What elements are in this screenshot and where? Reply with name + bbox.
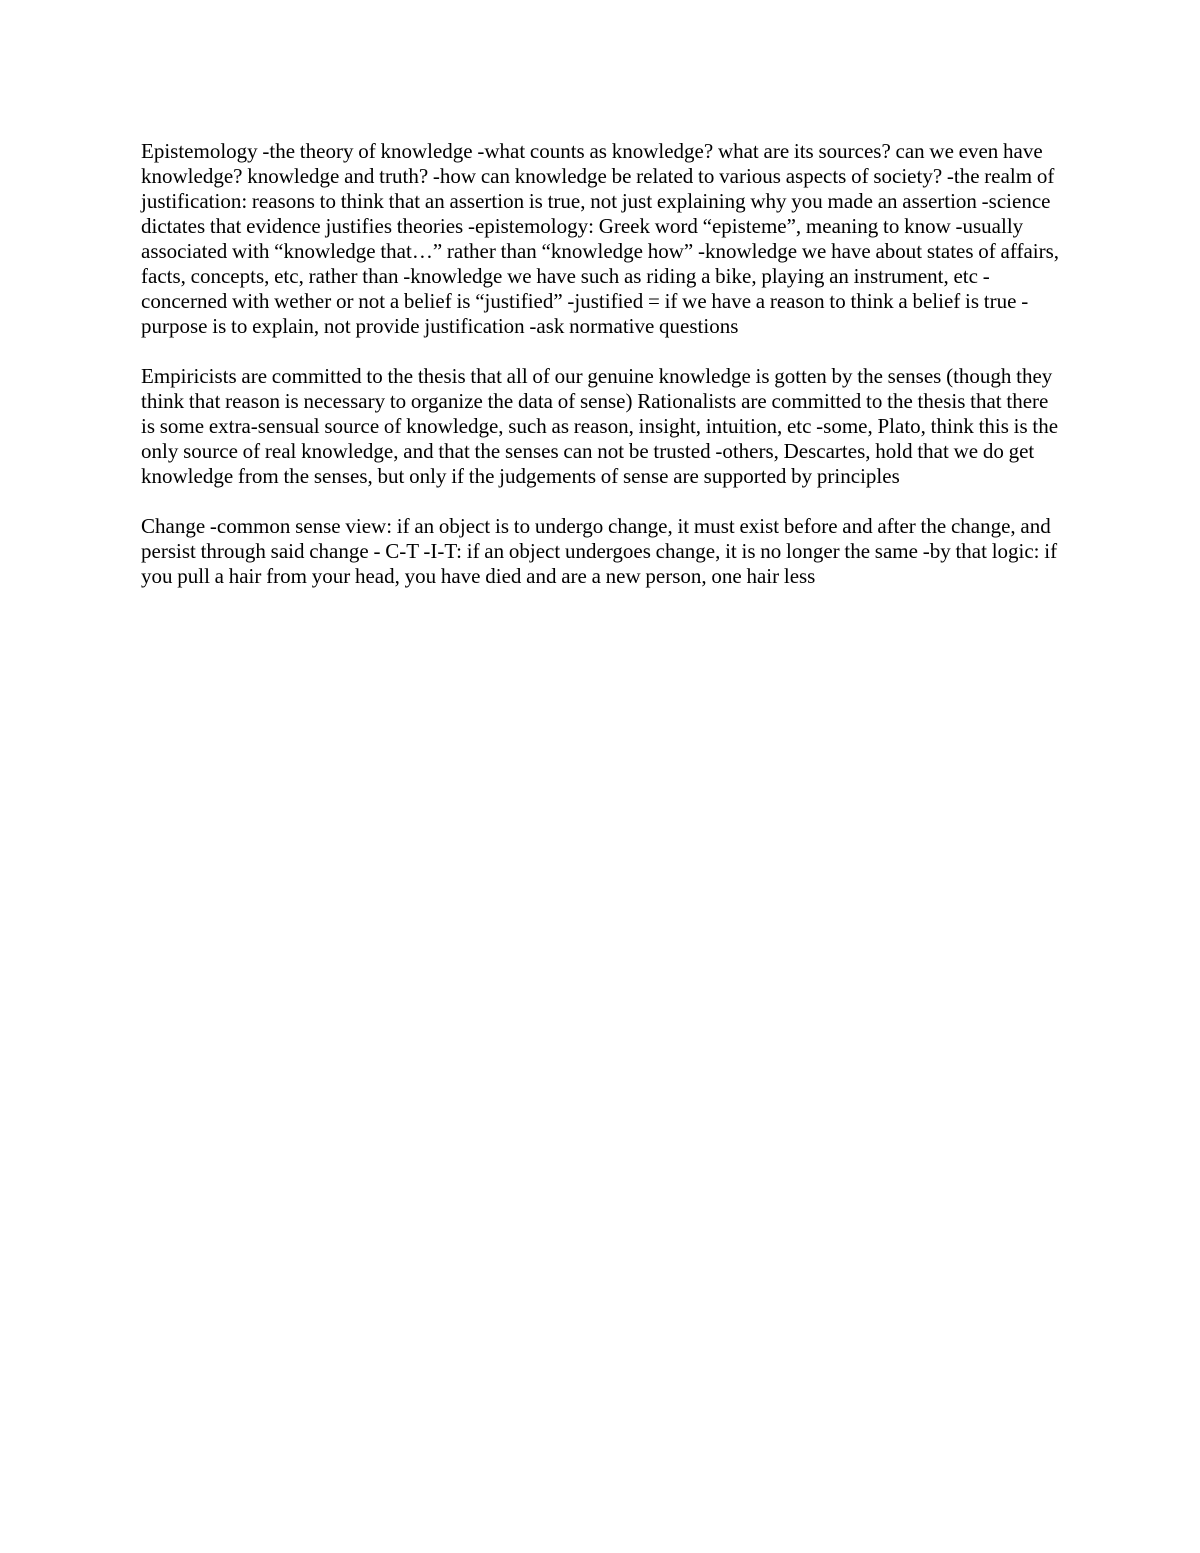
- paragraph-empiricists: Empiricists are committed to the thesis that all of our genuine knowledge is gotten by the senses (though they think that reason is necessary to organize the data of sense) Rationalists are committed to the thesis that there is some extra-sensual source of knowledge, such as reason, insight, intuition, etc -some, Plato, think this is the only source of real knowledge, and that the senses can not be trusted -others, Descartes, hold that we do get knowledge from the senses, but only if the judgements of sense are supported by principles: [141, 364, 1059, 488]
- paragraph-change: Change -common sense view: if an object is to undergo change, it must exist before and after the change, and persist through said change - C-T -I-T: if an object undergoes change, it is no longer the same -by that logic: if you pull a hair from your head, you have died and are a new person, one hair less: [141, 514, 1058, 588]
- paragraph-epistemology: Epistemology -the theory of knowledge -what counts as knowledge? what are its sources? can we even have knowledge? knowledge and truth? -how can knowledge be related to various aspects of society? -the realm of justification: reasons to think that an assertion is true, not just explaining why you made an assertion -science dictates that evidence justifies theories -epistemology: Greek word “episteme”, meaning to know -usually associated with “knowledge that…” rather than “knowledge how” -knowledge we have about states of affairs, facts, concepts, etc, rather than -knowledge we have such as riding a bike, playing an instrument, etc -concerned with wether or not a belief is “justified” -justified = if we have a reason to think a belief is true -purpose is to explain, not provide justification -ask normative questions: [141, 139, 1060, 338]
- document-body: [141, 139, 1061, 614]
